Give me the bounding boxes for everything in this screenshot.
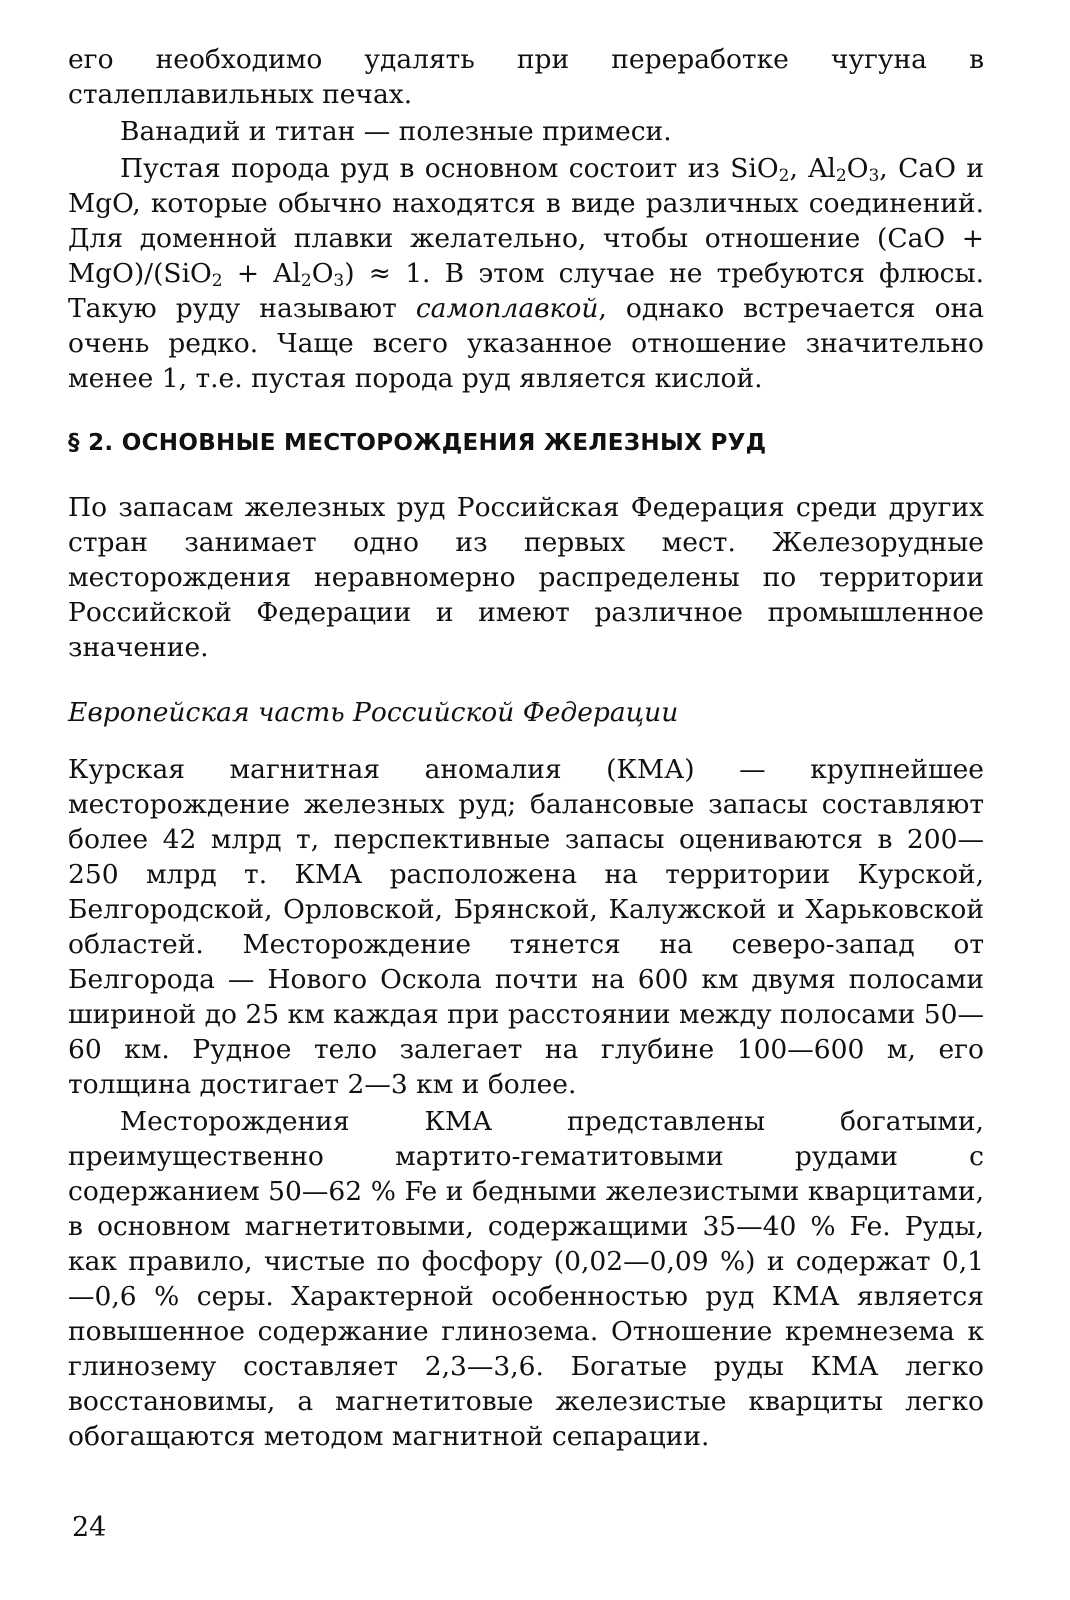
text-run: , однако встречается она очень редко. Чаще всего указанное отношение значительно менее 1, т.е. пустая порода руд является кислой. [68, 293, 984, 394]
text-run: O [311, 258, 334, 289]
paragraph-section-intro: По запасам железных руд Российская Федерация среди других стран занимает одно из первых мест. Железорудные месторождения неравномерно распределены по территории Российской Федерации и имеют различное промышленное значение. [68, 492, 984, 663]
subscript: 3 [868, 166, 880, 186]
paragraph-kma-overview: Курская магнитная аномалия (КМА) — крупнейшее месторождение железных руд; балансовые запасы составляют более 42 млрд т, перспективные запасы оцениваются в 200—250 млрд т. КМА расположена на территории Курской, Белгородской, Орловской, Брянской, Калужской и Харьковской областей. Месторождение тянется на северо-запад от Белгорода — Нового Оскола почти на 600 км двумя полосами шириной до 25 км каждая при расстоянии между полосами 50—60 км. Рудное тело залегает на глубине 100—600 м, его толщина достигает 2—3 км и более. [68, 754, 984, 1100]
subscript: 3 [333, 271, 345, 291]
subscript: 2 [211, 271, 223, 291]
term-self-fluxing: самоплавкой [415, 293, 599, 324]
text-run: Пустая порода руд в основном состоит из SiO [120, 153, 779, 184]
subscript: 2 [835, 166, 847, 186]
paragraph-kma-ores: Месторождения КМА представлены богатыми, преимущественно мартито-гематитовыми рудами с содержанием 50—62 % Fe и бедными железистыми кварцитами, в основном магнетитовыми, содержащими 35—40 % Fe. Руды, как правило, чистые по фосфору (0,02—0,09 %) и содержат 0,1—0,6 % серы. Характерной особенностью руд КМА является повышенное содержание глинозема. Отношение кремнезема к глинозему составляет 2,3—3,6. Богатые руды КМА легко восстановимы, а магнетитовые железистые кварциты легко обогащаются методом магнитной сепарации. [68, 1106, 984, 1452]
text-run: , Al [789, 153, 836, 184]
paragraph-continuation: его необходимо удалять при переработке чугуна в сталеплавильных печах. [68, 44, 984, 110]
subscript: 2 [300, 271, 312, 291]
section-heading: § 2. ОСНОВНЫЕ МЕСТОРОЖДЕНИЯ ЖЕЛЕЗНЫХ РУД [68, 430, 767, 456]
subscript: 2 [778, 166, 790, 186]
paragraph-gangue [68, 151, 984, 396]
text-run: ) ≈ 1. В этом случае не требуются флюсы. Такую руду называют [68, 258, 984, 324]
text-run: , CaO и MgO, которые обычно находятся в виде различных соединений. Для доменной плавки желательно, чтобы отношение (CaO + MgO)/(SiO [68, 153, 984, 289]
text-run: + Al [222, 258, 301, 289]
page-number: 24 [72, 1512, 107, 1543]
text-run: O [846, 153, 869, 184]
subsection-heading: Европейская часть Российской Федерации [68, 697, 679, 728]
paragraph-impurities: Ванадий и титан — полезные примеси. [120, 116, 672, 147]
